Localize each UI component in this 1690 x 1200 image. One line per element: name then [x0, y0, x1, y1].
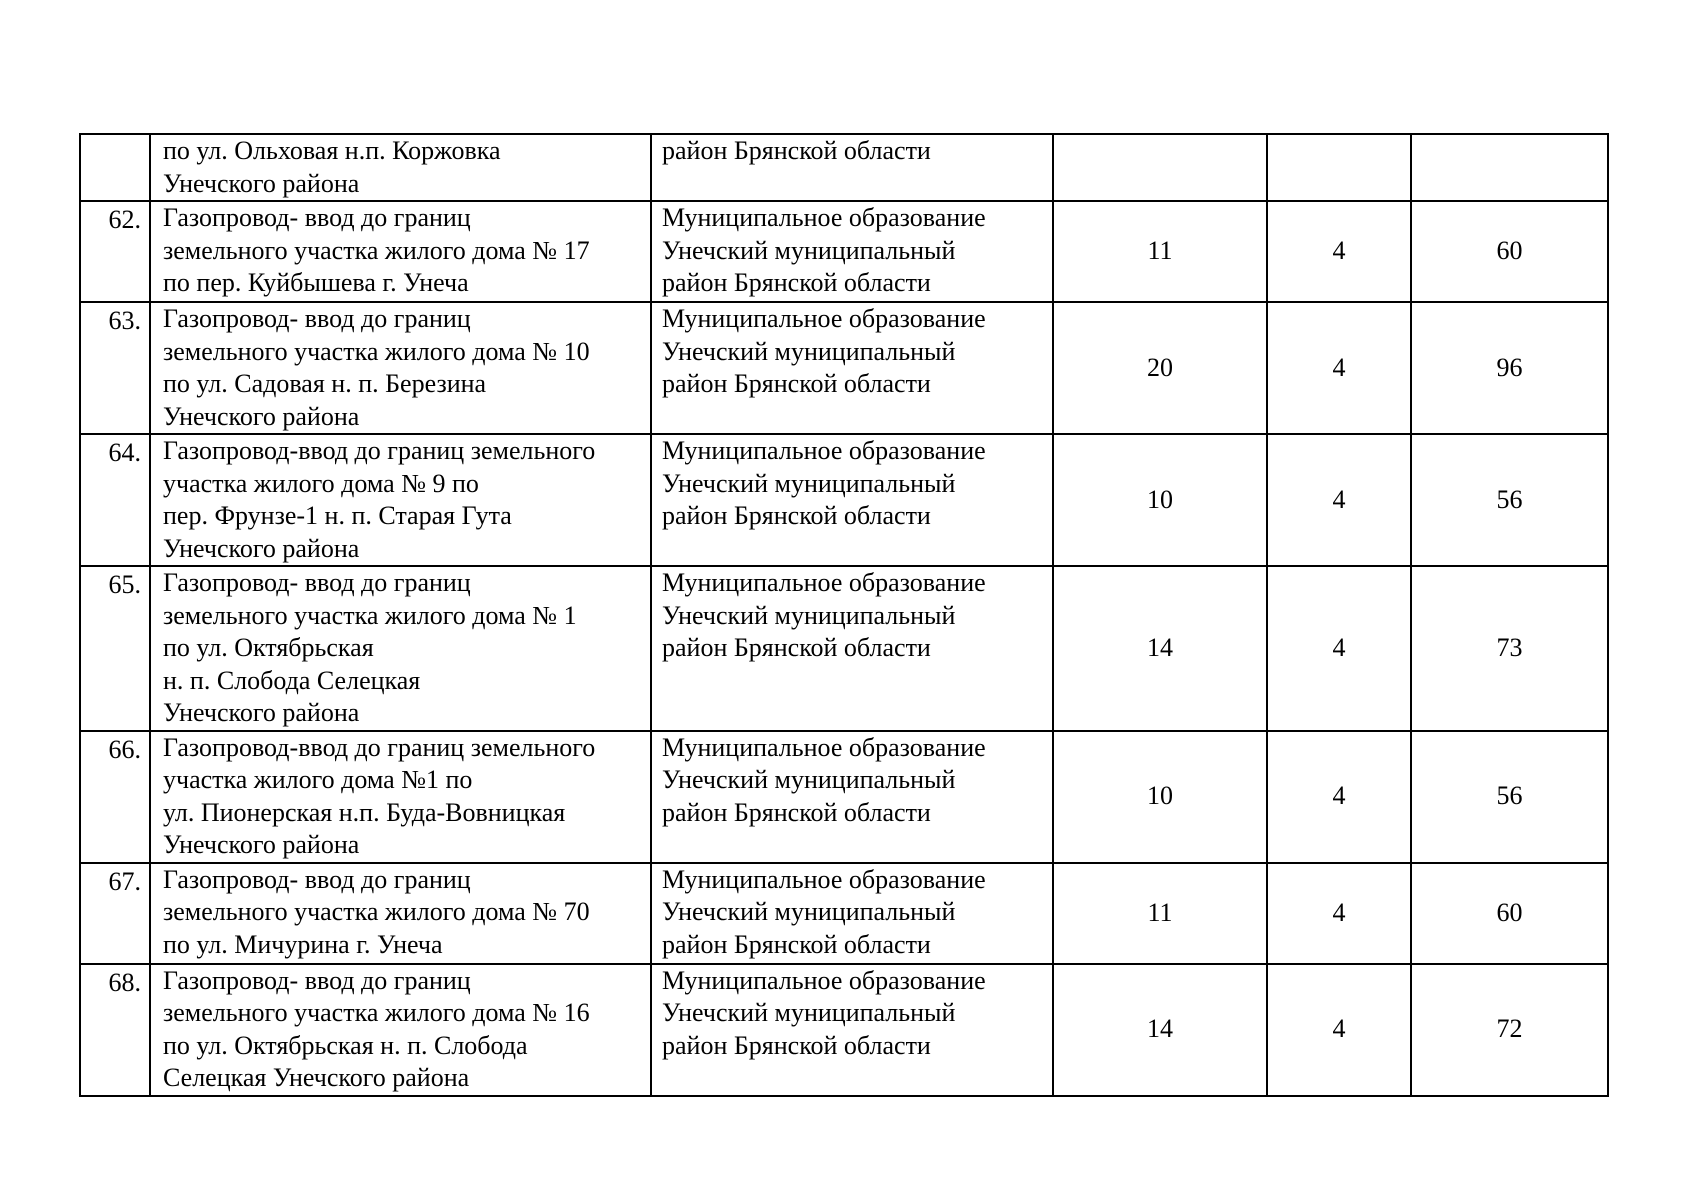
owner-description [651, 863, 1053, 964]
owner-line: Муниципальное образование [662, 864, 986, 894]
value-col5: 4 [1267, 566, 1411, 731]
owner-line: Унечский муниципальный [662, 336, 956, 366]
owner-line: Муниципальное образование [662, 304, 986, 333]
value-col5: 4 [1267, 302, 1411, 434]
table-row [80, 964, 1608, 1096]
description-line: по ул. Октябрьская н. п. Слобода [163, 1030, 528, 1060]
description-line: Газопровод- ввод до границ [163, 203, 471, 232]
owner-line: Муниципальное образование [662, 732, 986, 762]
description-line: по ул. Садовая н. п. Березина [163, 369, 487, 398]
value-col6: 72 [1411, 964, 1608, 1096]
owner-line: Унечский муниципальный [662, 998, 956, 1027]
owner-line: Муниципальное образование [662, 965, 986, 995]
description-line: Селецкая Унечского района [163, 1063, 470, 1092]
object-description [150, 434, 651, 566]
description-line: земельного участка жилого дома № 70 [163, 897, 590, 926]
value-col6: 56 [1411, 434, 1608, 566]
owner-description [651, 566, 1053, 731]
value-col4: 20 [1053, 302, 1267, 434]
owner-description [651, 731, 1053, 863]
owner-line: Унечский муниципальный [662, 897, 956, 926]
description-line: Газопровод- ввод до границ [163, 568, 471, 597]
value-col4 [1053, 134, 1267, 201]
description-line: по пер. Куйбышева г. Унеча [163, 268, 469, 297]
description-line: по ул. Ольховая н.п. Коржовка [163, 136, 501, 165]
data-table [79, 133, 1609, 1097]
table-row [80, 434, 1608, 566]
table-row [80, 731, 1608, 863]
table-row [80, 863, 1608, 964]
owner-line: Унечский муниципальный [662, 235, 956, 265]
owner-line: Унечский муниципальный [662, 600, 956, 630]
value-col4: 14 [1053, 566, 1267, 731]
description-line: Унечского района [163, 830, 360, 859]
object-description [150, 566, 651, 731]
table-row [80, 134, 1608, 201]
owner-line: Муниципальное образование [662, 203, 986, 232]
value-col4: 11 [1053, 201, 1267, 302]
description-line: земельного участка жилого дома № 10 [163, 336, 590, 366]
owner-description [651, 134, 1053, 201]
owner-line: район Брянской области [662, 633, 931, 662]
owner-description [651, 201, 1053, 302]
description-line: по ул. Октябрьская [163, 633, 374, 662]
description-line: ул. Пионерская н.п. Буда-Вовницкая [163, 797, 566, 827]
description-line: Унечского района [163, 168, 360, 198]
owner-line: район Брянской области [662, 268, 931, 297]
value-col4: 14 [1053, 964, 1267, 1096]
row-number: 66. [80, 731, 150, 863]
object-description [150, 964, 651, 1096]
description-line: участка жилого дома № 9 по [163, 468, 479, 498]
description-line: Унечского района [163, 401, 360, 431]
owner-line: район Брянской области [662, 136, 931, 165]
value-col5: 4 [1267, 731, 1411, 863]
value-col4: 11 [1053, 863, 1267, 964]
value-col5: 4 [1267, 201, 1411, 302]
value-col4: 10 [1053, 731, 1267, 863]
object-description [150, 134, 651, 201]
object-description [150, 863, 651, 964]
description-line: Газопровод-ввод до границ земельного [163, 436, 596, 465]
description-line: Унечского района [163, 698, 360, 727]
row-number: 62. [80, 201, 150, 302]
value-col4: 10 [1053, 434, 1267, 566]
owner-line: Унечский муниципальный [662, 468, 956, 498]
row-number [80, 134, 150, 201]
value-col6: 56 [1411, 731, 1608, 863]
object-description [150, 201, 651, 302]
value-col6: 73 [1411, 566, 1608, 731]
row-number: 65. [80, 566, 150, 731]
description-line: земельного участка жилого дома № 1 [163, 600, 577, 630]
description-line: Газопровод- ввод до границ [163, 864, 471, 894]
description-line: Газопровод- ввод до границ [163, 965, 471, 995]
description-line: по ул. Мичурина г. Унеча [163, 929, 443, 959]
value-col6: 60 [1411, 201, 1608, 302]
value-col5: 4 [1267, 964, 1411, 1096]
description-line: земельного участка жилого дома № 16 [163, 998, 590, 1027]
value-col6: 60 [1411, 863, 1608, 964]
table-row [80, 302, 1608, 434]
description-line: н. п. Слобода Селецкая [163, 665, 421, 695]
table-row [80, 566, 1608, 731]
owner-line: район Брянской области [662, 797, 931, 827]
row-number: 63. [80, 302, 150, 434]
description-line: пер. Фрунзе-1 н. п. Старая Гута [163, 501, 512, 530]
value-col5 [1267, 134, 1411, 201]
row-number: 64. [80, 434, 150, 566]
owner-line: район Брянской области [662, 1030, 931, 1060]
value-col5: 4 [1267, 434, 1411, 566]
owner-line: район Брянской области [662, 501, 931, 530]
row-number: 68. [80, 964, 150, 1096]
description-line: Газопровод-ввод до границ земельного [163, 732, 596, 762]
owner-description [651, 302, 1053, 434]
value-col6 [1411, 134, 1608, 201]
value-col5: 4 [1267, 863, 1411, 964]
object-description [150, 302, 651, 434]
owner-line: Муниципальное образование [662, 568, 986, 597]
owner-description [651, 434, 1053, 566]
description-line: участка жилого дома №1 по [163, 765, 473, 794]
description-line: Газопровод- ввод до границ [163, 304, 471, 333]
object-description [150, 731, 651, 863]
value-col6: 96 [1411, 302, 1608, 434]
owner-line: район Брянской области [662, 369, 931, 398]
table-body [80, 134, 1608, 1096]
description-line: земельного участка жилого дома № 17 [163, 235, 590, 265]
description-line: Унечского района [163, 533, 360, 563]
table-row [80, 201, 1608, 302]
owner-line: Унечский муниципальный [662, 765, 956, 794]
owner-line: район Брянской области [662, 929, 931, 959]
row-number: 67. [80, 863, 150, 964]
owner-description [651, 964, 1053, 1096]
owner-line: Муниципальное образование [662, 436, 986, 465]
